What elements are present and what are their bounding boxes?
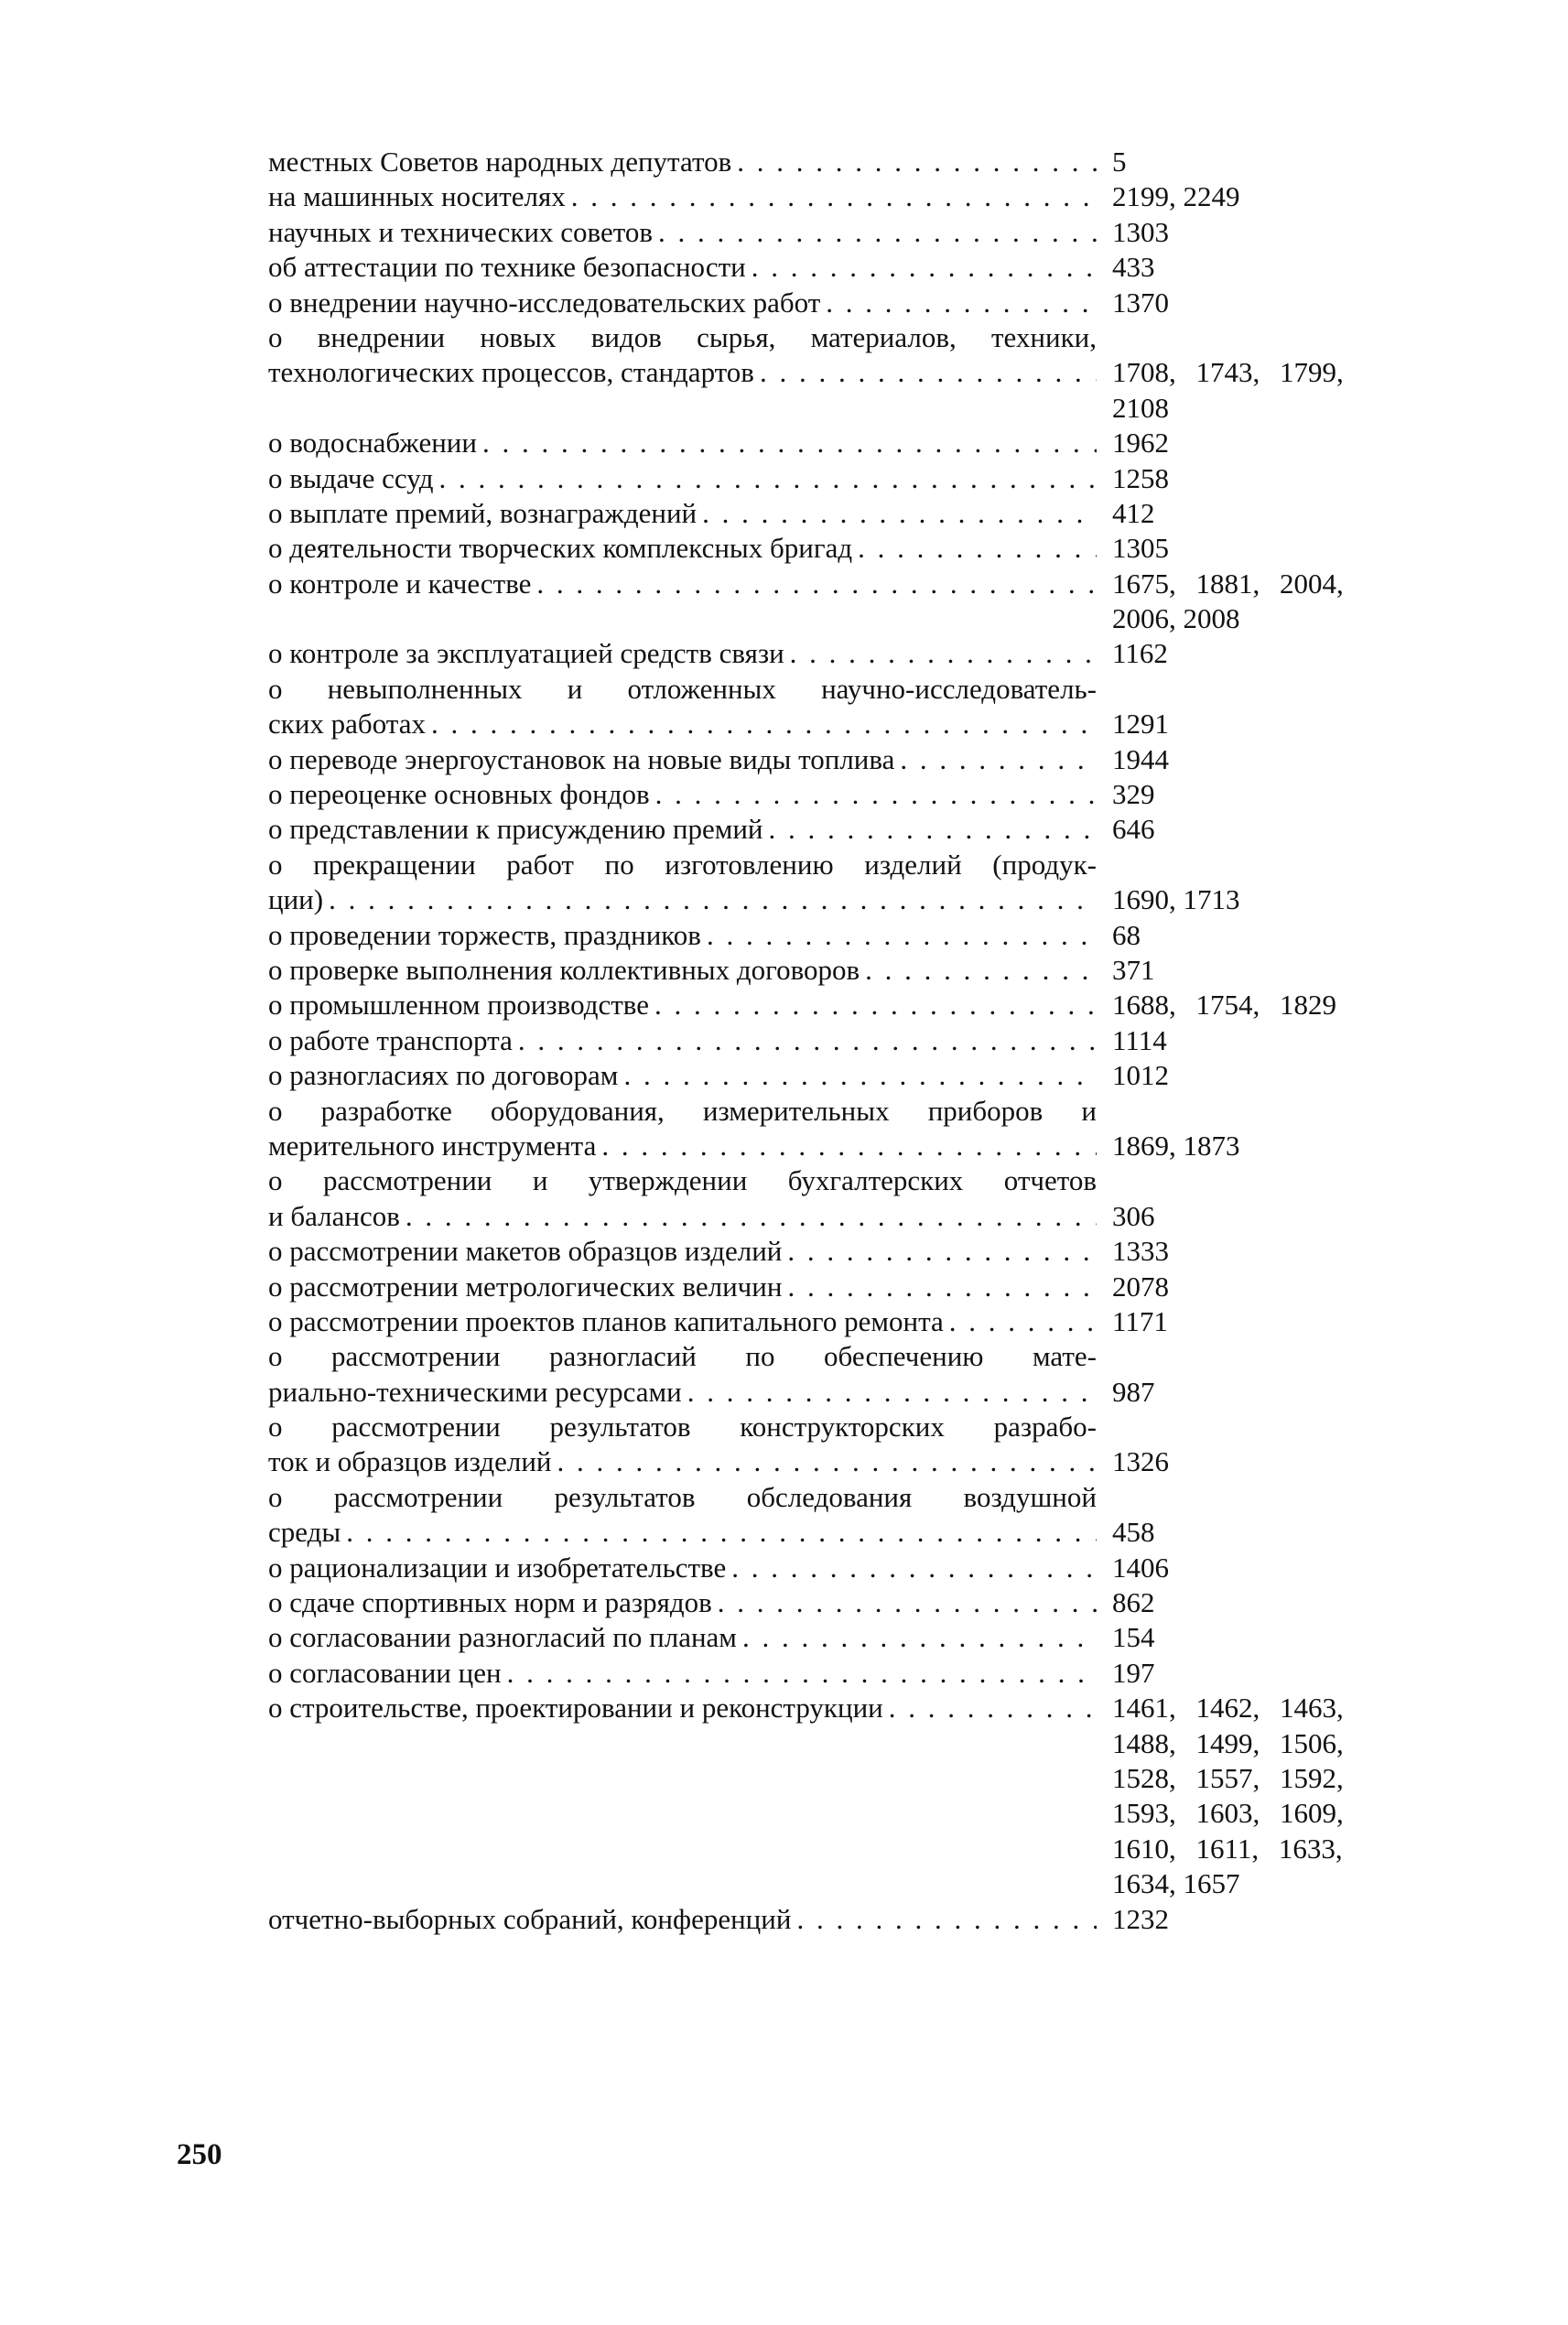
entry-term bbox=[268, 636, 1097, 671]
entry-pages bbox=[1112, 848, 1414, 918]
entry-pages bbox=[1112, 1480, 1414, 1551]
term-text: о разработке оборудования, измерительных приборов и bbox=[268, 1094, 1097, 1127]
term-line bbox=[268, 1375, 1097, 1410]
entry-term bbox=[268, 848, 1097, 918]
index-entry bbox=[268, 777, 1422, 812]
entry-pages bbox=[1112, 918, 1414, 953]
entry-pages bbox=[1112, 1339, 1414, 1410]
entry-pages bbox=[1112, 953, 1414, 988]
dot-leader bbox=[323, 882, 1097, 917]
entry-term bbox=[268, 567, 1097, 601]
index-entry bbox=[268, 250, 1422, 285]
entry-term bbox=[268, 918, 1097, 953]
page-spacer bbox=[1112, 1410, 1414, 1444]
entry-term bbox=[268, 1304, 1097, 1339]
index-entry bbox=[268, 953, 1422, 988]
entry-pages bbox=[1112, 1691, 1414, 1901]
entry-pages bbox=[1112, 320, 1414, 426]
entry-term bbox=[268, 672, 1097, 742]
entry-term bbox=[268, 531, 1097, 566]
page-refs: 1634, 1657 bbox=[1112, 1867, 1240, 1900]
dot-leader bbox=[650, 777, 1097, 812]
term-text: о строительстве, проектировании и реконструкции bbox=[268, 1692, 883, 1725]
entry-pages bbox=[1112, 1585, 1414, 1620]
page-spacer bbox=[1112, 672, 1414, 707]
term-line bbox=[268, 707, 1097, 741]
dot-leader bbox=[883, 1691, 1097, 1725]
index-entry bbox=[268, 1691, 1422, 1901]
entry-pages bbox=[1112, 567, 1414, 637]
page-refs: 412 bbox=[1112, 496, 1155, 529]
term-text: о прекращении работ по изготовлению изделий (продук- bbox=[268, 848, 1097, 881]
term-line bbox=[268, 286, 1097, 320]
dot-leader bbox=[852, 531, 1097, 566]
index-entry bbox=[268, 1234, 1422, 1269]
entry-term bbox=[268, 953, 1097, 988]
term-line bbox=[268, 1444, 1097, 1479]
page-refs: 306 bbox=[1112, 1199, 1155, 1232]
entry-pages bbox=[1112, 1304, 1414, 1339]
term-text: о внедрении научно-исследовательских работ bbox=[268, 286, 821, 319]
index-entry bbox=[268, 1551, 1422, 1585]
term-text: о внедрении новых видов сырья, материалов, техники, bbox=[268, 320, 1097, 353]
dot-leader bbox=[531, 567, 1097, 601]
page-refs: 1461, 1462, 1463, bbox=[1112, 1692, 1344, 1725]
entry-term bbox=[268, 320, 1097, 391]
entry-term bbox=[268, 1585, 1097, 1620]
dot-leader bbox=[552, 1444, 1097, 1479]
dot-leader bbox=[502, 1656, 1097, 1691]
entry-term bbox=[268, 812, 1097, 847]
term-line bbox=[268, 812, 1097, 847]
index-entry bbox=[268, 918, 1422, 953]
term-line bbox=[268, 567, 1097, 601]
entry-term bbox=[268, 777, 1097, 812]
dot-leader bbox=[731, 145, 1097, 179]
index-entry bbox=[268, 1058, 1422, 1093]
term-line bbox=[268, 426, 1097, 460]
term-text: среды bbox=[268, 1516, 341, 1549]
dot-leader bbox=[737, 1620, 1097, 1655]
entry-term bbox=[268, 461, 1097, 496]
page-refs: 433 bbox=[1112, 251, 1155, 284]
index-entry bbox=[268, 636, 1422, 671]
dot-leader bbox=[697, 496, 1097, 531]
page-refs: 1326 bbox=[1112, 1445, 1169, 1478]
entry-pages bbox=[1112, 1058, 1414, 1093]
term-line bbox=[268, 1163, 1097, 1198]
term-text: о проведении торжеств, праздников bbox=[268, 918, 701, 951]
entry-pages bbox=[1112, 1410, 1414, 1480]
index-entry bbox=[268, 145, 1422, 179]
dot-leader bbox=[726, 1551, 1097, 1585]
index-entry bbox=[268, 1585, 1422, 1620]
term-text: о рассмотрении проектов планов капитального ремонта bbox=[268, 1304, 944, 1337]
dot-leader bbox=[618, 1058, 1097, 1093]
index-list bbox=[268, 145, 1422, 1937]
dot-leader bbox=[513, 1023, 1097, 1058]
entry-term bbox=[268, 1094, 1097, 1164]
index-entry bbox=[268, 496, 1422, 531]
page-refs: 1610, 1611, 1633, bbox=[1112, 1832, 1343, 1865]
index-entry bbox=[268, 1094, 1422, 1164]
entry-pages bbox=[1112, 250, 1414, 285]
page-refs: 1114 bbox=[1112, 1023, 1167, 1056]
term-text: о выплате премий, вознаграждений bbox=[268, 496, 697, 529]
dot-leader bbox=[784, 636, 1097, 671]
entry-pages bbox=[1112, 426, 1414, 460]
dot-leader bbox=[566, 179, 1097, 214]
term-text: о деятельности творческих комплексных бригад bbox=[268, 532, 853, 565]
index-entry bbox=[268, 1304, 1422, 1339]
term-line bbox=[268, 1339, 1097, 1374]
dot-leader bbox=[434, 461, 1097, 496]
term-line bbox=[268, 672, 1097, 707]
index-entry bbox=[268, 1270, 1422, 1304]
entry-pages bbox=[1112, 812, 1414, 847]
entry-term bbox=[268, 1620, 1097, 1655]
term-text: местных Советов народных депутатов bbox=[268, 146, 732, 178]
dot-leader bbox=[701, 918, 1097, 953]
term-text: о рассмотрении разногласий по обеспечению мате- bbox=[268, 1340, 1097, 1373]
dot-leader bbox=[426, 707, 1097, 741]
term-text: о согласовании цен bbox=[268, 1656, 502, 1689]
term-text: о разногласиях по договорам bbox=[268, 1059, 619, 1092]
term-text: научных и технических советов bbox=[268, 215, 653, 248]
index-entry bbox=[268, 848, 1422, 918]
page-refs: 371 bbox=[1112, 953, 1155, 986]
term-line bbox=[268, 1515, 1097, 1550]
term-text: на машинных носителях bbox=[268, 180, 566, 213]
index-entry bbox=[268, 1902, 1422, 1937]
entry-pages bbox=[1112, 672, 1414, 742]
index-entry bbox=[268, 988, 1422, 1022]
entry-term bbox=[268, 1023, 1097, 1058]
term-line bbox=[268, 1691, 1097, 1725]
dot-leader bbox=[791, 1902, 1097, 1937]
page-spacer bbox=[1112, 1480, 1414, 1515]
index-entry bbox=[268, 1163, 1422, 1234]
term-line bbox=[268, 1551, 1097, 1585]
page-refs: 1258 bbox=[1112, 461, 1169, 494]
term-text: отчетно-выборных собраний, конференций bbox=[268, 1902, 792, 1935]
entry-term bbox=[268, 426, 1097, 460]
page-refs: 1869, 1873 bbox=[1112, 1129, 1240, 1162]
entry-term bbox=[268, 1656, 1097, 1691]
term-text: риально-техническими ресурсами bbox=[268, 1375, 682, 1408]
entry-pages bbox=[1112, 1656, 1414, 1691]
page-refs: 1962 bbox=[1112, 427, 1169, 460]
entry-term bbox=[268, 215, 1097, 250]
term-line bbox=[268, 1410, 1097, 1444]
term-text: мерительного инструмента bbox=[268, 1129, 597, 1162]
page-refs: 1370 bbox=[1112, 286, 1169, 319]
term-text: о рассмотрении метрологических величин bbox=[268, 1270, 783, 1303]
term-line bbox=[268, 461, 1097, 496]
page-refs: 1232 bbox=[1112, 1902, 1169, 1935]
index-entry bbox=[268, 1339, 1422, 1410]
dot-leader bbox=[477, 426, 1097, 460]
term-line bbox=[268, 1094, 1097, 1129]
entry-pages bbox=[1112, 988, 1414, 1022]
term-line bbox=[268, 215, 1097, 250]
page-refs: 458 bbox=[1112, 1516, 1155, 1549]
page-refs: 1675, 1881, 2004, bbox=[1112, 567, 1344, 600]
page-refs: 2108 bbox=[1112, 391, 1169, 424]
term-line bbox=[268, 1270, 1097, 1304]
entry-term bbox=[268, 1902, 1097, 1937]
entry-pages bbox=[1112, 1902, 1414, 1937]
entry-term bbox=[268, 179, 1097, 214]
dot-leader bbox=[820, 286, 1097, 320]
entry-term bbox=[268, 1480, 1097, 1551]
entry-pages bbox=[1112, 496, 1414, 531]
entry-term bbox=[268, 1270, 1097, 1304]
page-spacer bbox=[1112, 1094, 1414, 1129]
entry-pages bbox=[1112, 777, 1414, 812]
page-refs: 2078 bbox=[1112, 1270, 1169, 1303]
entry-pages bbox=[1112, 145, 1414, 179]
entry-pages bbox=[1112, 215, 1414, 250]
entry-pages bbox=[1112, 531, 1414, 566]
term-text: о сдаче спортивных норм и разрядов bbox=[268, 1586, 712, 1619]
dot-leader bbox=[754, 355, 1097, 390]
entry-pages bbox=[1112, 179, 1414, 214]
page-refs: 2199, 2249 bbox=[1112, 180, 1240, 213]
dot-leader bbox=[712, 1585, 1097, 1620]
page-refs: 154 bbox=[1112, 1621, 1155, 1654]
entry-term bbox=[268, 1339, 1097, 1410]
page-refs: 68 bbox=[1112, 918, 1141, 951]
term-line bbox=[268, 145, 1097, 179]
page-refs: 1406 bbox=[1112, 1551, 1169, 1584]
term-text: о рассмотрении макетов образцов изделий bbox=[268, 1235, 783, 1268]
dot-leader bbox=[682, 1375, 1097, 1410]
entry-pages bbox=[1112, 1620, 1414, 1655]
page-refs: 1303 bbox=[1112, 215, 1169, 248]
term-line bbox=[268, 882, 1097, 917]
dot-leader bbox=[782, 1270, 1097, 1304]
dot-leader bbox=[596, 1129, 1097, 1163]
term-text: о переоценке основных фондов bbox=[268, 778, 650, 811]
entry-term bbox=[268, 1551, 1097, 1585]
term-line bbox=[268, 355, 1097, 390]
page-refs: 1688, 1754, 1829 bbox=[1112, 989, 1336, 1022]
dot-leader bbox=[746, 250, 1097, 285]
index-entry bbox=[268, 742, 1422, 777]
dot-leader bbox=[860, 953, 1097, 988]
term-text: о проверке выполнения коллективных договоров bbox=[268, 953, 860, 986]
term-text: о контроле за эксплуатацией средств связи bbox=[268, 637, 784, 670]
dot-leader bbox=[894, 742, 1097, 777]
term-line bbox=[268, 1585, 1097, 1620]
term-line bbox=[268, 1620, 1097, 1655]
dot-leader bbox=[782, 1234, 1097, 1269]
entry-term bbox=[268, 988, 1097, 1022]
page-number: 250 bbox=[177, 2138, 222, 2171]
page-refs: 329 bbox=[1112, 778, 1155, 811]
index-entry bbox=[268, 1480, 1422, 1551]
term-text: о рассмотрении и утверждении бухгалтерских отчетов bbox=[268, 1164, 1097, 1197]
term-line bbox=[268, 848, 1097, 882]
dot-leader bbox=[400, 1199, 1097, 1234]
entry-term bbox=[268, 286, 1097, 320]
index-entry bbox=[268, 179, 1422, 214]
page-refs: 646 bbox=[1112, 813, 1155, 846]
index-entry bbox=[268, 286, 1422, 320]
entry-pages bbox=[1112, 286, 1414, 320]
term-text: о рассмотрении результатов обследования воздушной bbox=[268, 1480, 1097, 1513]
term-line bbox=[268, 1902, 1097, 1937]
dot-leader bbox=[653, 215, 1097, 250]
page-refs: 1012 bbox=[1112, 1059, 1169, 1092]
index-entry bbox=[268, 672, 1422, 742]
entry-pages bbox=[1112, 461, 1414, 496]
entry-pages bbox=[1112, 1270, 1414, 1304]
term-line bbox=[268, 179, 1097, 214]
term-text: ток и образцов изделий bbox=[268, 1445, 552, 1478]
term-line bbox=[268, 1199, 1097, 1234]
entry-term bbox=[268, 145, 1097, 179]
page-refs: 1333 bbox=[1112, 1235, 1169, 1268]
entry-pages bbox=[1112, 636, 1414, 671]
index-entry bbox=[268, 215, 1422, 250]
page-refs: 1528, 1557, 1592, bbox=[1112, 1761, 1344, 1794]
entry-pages bbox=[1112, 742, 1414, 777]
entry-pages bbox=[1112, 1094, 1414, 1164]
index-entry bbox=[268, 1023, 1422, 1058]
term-line bbox=[268, 496, 1097, 531]
index-entry bbox=[268, 426, 1422, 460]
term-line bbox=[268, 636, 1097, 671]
term-text: о рационализации и изобретательстве bbox=[268, 1551, 727, 1584]
page-spacer bbox=[1112, 848, 1414, 882]
page-spacer bbox=[1112, 1339, 1414, 1374]
term-line bbox=[268, 953, 1097, 988]
entry-term bbox=[268, 1410, 1097, 1480]
page-refs: 1488, 1499, 1506, bbox=[1112, 1726, 1344, 1759]
page-refs: 2006, 2008 bbox=[1112, 602, 1240, 635]
term-line bbox=[268, 1129, 1097, 1163]
term-line bbox=[268, 1480, 1097, 1515]
term-text: о промышленном производстве bbox=[268, 989, 650, 1022]
entry-pages bbox=[1112, 1551, 1414, 1585]
term-text: о выдаче ссуд bbox=[268, 461, 434, 494]
term-line bbox=[268, 320, 1097, 355]
term-line bbox=[268, 1656, 1097, 1691]
term-line bbox=[268, 777, 1097, 812]
page-spacer bbox=[1112, 1163, 1414, 1198]
term-line bbox=[268, 988, 1097, 1022]
term-line bbox=[268, 1023, 1097, 1058]
entry-term bbox=[268, 1234, 1097, 1269]
page-spacer bbox=[1112, 320, 1414, 355]
term-text: об аттестации по технике безопасности bbox=[268, 251, 746, 284]
page-refs: 1305 bbox=[1112, 532, 1169, 565]
page-refs: 5 bbox=[1112, 146, 1127, 178]
page-refs: 1944 bbox=[1112, 742, 1169, 775]
entry-term bbox=[268, 742, 1097, 777]
page-refs: 987 bbox=[1112, 1375, 1155, 1408]
entry-term bbox=[268, 1058, 1097, 1093]
term-text: о рассмотрении результатов конструкторских разрабо- bbox=[268, 1411, 1097, 1444]
page-refs: 197 bbox=[1112, 1656, 1155, 1689]
page-refs: 1291 bbox=[1112, 708, 1169, 741]
term-text: о контроле и качестве bbox=[268, 567, 532, 600]
term-text: технологических процессов, стандартов bbox=[268, 356, 754, 389]
entry-term bbox=[268, 496, 1097, 531]
dot-leader bbox=[763, 812, 1097, 847]
entry-pages bbox=[1112, 1163, 1414, 1234]
entry-term bbox=[268, 1163, 1097, 1234]
index-entry bbox=[268, 461, 1422, 496]
page-refs: 862 bbox=[1112, 1586, 1155, 1619]
term-text: ции) bbox=[268, 883, 324, 916]
term-line bbox=[268, 1234, 1097, 1269]
entry-pages bbox=[1112, 1023, 1414, 1058]
entry-term bbox=[268, 250, 1097, 285]
term-line bbox=[268, 918, 1097, 953]
term-text: и балансов bbox=[268, 1199, 400, 1232]
term-text: о работе транспорта bbox=[268, 1023, 513, 1056]
entry-term bbox=[268, 1691, 1097, 1725]
index-entry bbox=[268, 1620, 1422, 1655]
index-entry bbox=[268, 1410, 1422, 1480]
dot-leader bbox=[649, 988, 1097, 1022]
term-text: о переводе энергоустановок на новые виды топлива bbox=[268, 742, 895, 775]
term-text: ских работах bbox=[268, 708, 426, 741]
page-refs: 1593, 1603, 1609, bbox=[1112, 1797, 1344, 1830]
index-entry bbox=[268, 531, 1422, 566]
index-entry bbox=[268, 567, 1422, 637]
term-line bbox=[268, 531, 1097, 566]
term-text: о согласовании разногласий по планам bbox=[268, 1621, 737, 1654]
term-text: о представлении к присуждению премий bbox=[268, 813, 763, 846]
term-text: о невыполненных и отложенных научно-исследователь- bbox=[268, 672, 1097, 705]
term-line bbox=[268, 1058, 1097, 1093]
page-refs: 1171 bbox=[1112, 1304, 1168, 1337]
entry-pages bbox=[1112, 1234, 1414, 1269]
page-refs: 1162 bbox=[1112, 637, 1168, 670]
term-line bbox=[268, 1304, 1097, 1339]
dot-leader bbox=[341, 1515, 1097, 1550]
page-refs: 1690, 1713 bbox=[1112, 883, 1240, 916]
dot-leader bbox=[944, 1304, 1097, 1339]
index-entry bbox=[268, 1656, 1422, 1691]
term-line bbox=[268, 250, 1097, 285]
term-text: о водоснабжении bbox=[268, 427, 477, 460]
term-line bbox=[268, 742, 1097, 777]
index-entry bbox=[268, 812, 1422, 847]
page-refs: 1708, 1743, 1799, bbox=[1112, 356, 1344, 389]
index-entry bbox=[268, 320, 1422, 426]
